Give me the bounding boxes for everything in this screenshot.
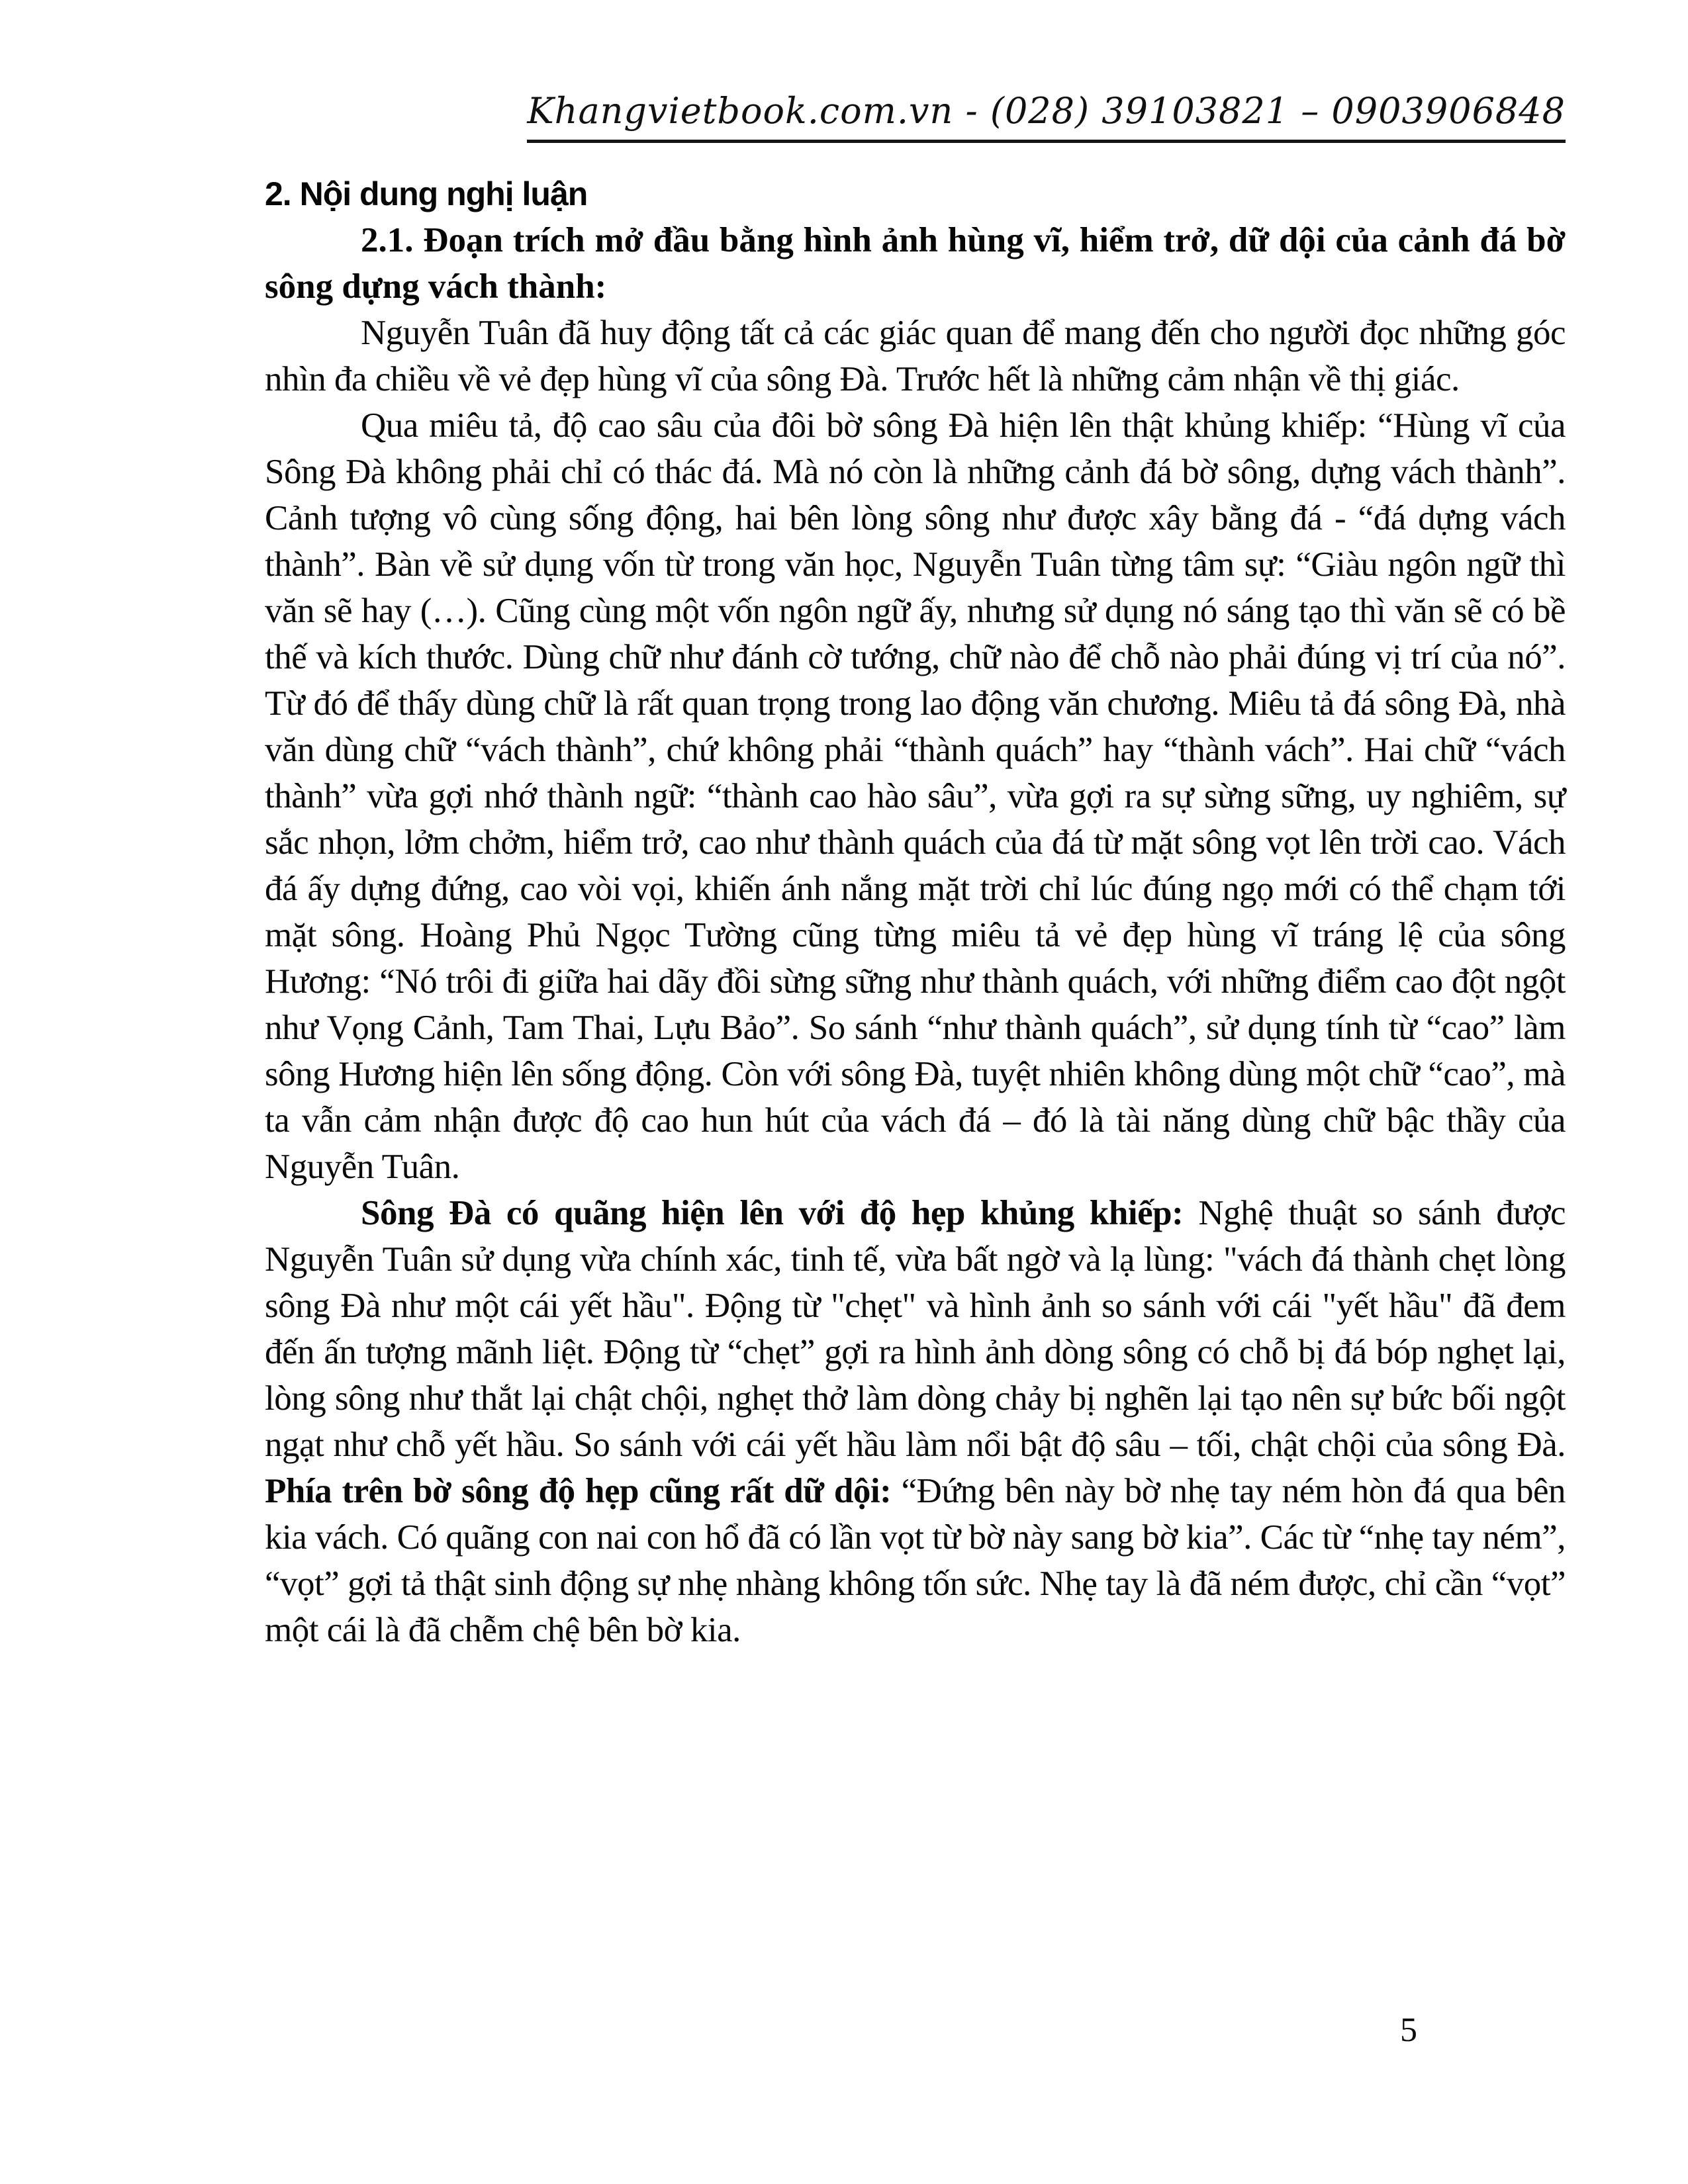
paragraph-analysis-narrowness — [265, 1190, 1566, 1653]
subsection-heading: 2.1. Đoạn trích mở đầu bằng hình ảnh hùng vĩ, hiểm trở, dữ dội của cảnh đá bờ sông dựng vách thành: — [265, 221, 1566, 306]
bold-run-narrowness-lead: Sông Đà có quãng hiện lên với độ hẹp khủng khiếp: — [361, 1194, 1184, 1232]
page-content — [265, 171, 1566, 1653]
page-number: 5 — [1400, 2011, 1417, 2049]
text-run-narrowness-a: Nghệ thuật so sánh được Nguyễn Tuân sử dụng vừa chính xác, tinh tế, vừa bất ngờ và lạ lùng: "vách đá thành chẹt lòng sông Đà như một cái yết hầu". Động từ "chẹt" và hình ảnh so sánh với cái "yết hầu" đã đem đến ấn tượng mãnh liệt. Động từ “chẹt” gợi ra hình ảnh dòng sông có chỗ bị đá bóp nghẹt lại, lòng sông như thắt lại chật chội, nghẹt thở làm dòng chảy bị nghẽn lại tạo nên sự bức bối ngột ngạt như chỗ yết hầu. So sánh với cái yết hầu làm nổi bật độ sâu – tối, chật chội của sông Đà. — [265, 1194, 1566, 1464]
text-run-narrowness-b: “Đứng bên này bờ nhẹ tay ném hòn đá qua bên kia vách. Có quãng con nai con hổ đã có lần vọt từ bờ này sang bờ kia”. Các từ “nhẹ tay ném”, “vọt” gợi tả thật sinh động sự nhẹ nhàng không tốn sức. Nhẹ tay là đã ném được, chỉ cần “vọt” một cái là đã chễm chệ bên bờ kia. — [265, 1472, 1566, 1649]
section-heading: 2. Nội dung nghị luận — [265, 175, 588, 212]
paragraph-analysis-height: Qua miêu tả, độ cao sâu của đôi bờ sông Đà hiện lên thật khủng khiếp: “Hùng vĩ của Sông Đà không phải chỉ có thác đá. Mà nó còn là những cảnh đá bờ sông, dựng vách thành”. Cảnh tượng vô cùng sống động, hai bên lòng sông như được xây bằng đá - “đá dựng vách thành”. Bàn về sử dụng vốn từ trong văn học, Nguyễn Tuân từng tâm sự: “Giàu ngôn ngữ thì văn sẽ hay (…). Cũng cùng một vốn ngôn ngữ ấy, nhưng sử dụng nó sáng tạo thì văn sẽ có bề thế và kích thước. Dùng chữ như đánh cờ tướng, chữ nào để chỗ nào phải đúng vị trí của nó”. Từ đó để thấy dùng chữ là rất quan trọng trong lao động văn chương. Miêu tả đá sông Đà, nhà văn dùng chữ “vách thành”, chứ không phải “thành quách” hay “thành vách”. Hai chữ “vách thành” vừa gợi nhớ thành ngữ: “thành cao hào sâu”, vừa gợi ra sự sừng sững, uy nghiêm, sự sắc nhọn, lởm chởm, hiểm trở, cao như thành quách của đá từ mặt sông vọt lên trời cao. Vách đá ấy dựng đứng, cao vòi vọi, khiến ánh nắng mặt trời chỉ lúc đúng ngọ mới có thể chạm tới mặt sông. Hoàng Phủ Ngọc Tường cũng từng miêu tả vẻ đẹp hùng vĩ tráng lệ của sông Hương: “Nó trôi đi giữa hai dãy đồi sừng sững như thành quách, với những điểm cao đột ngột như Vọng Cảnh, Tam Thai, Lựu Bảo”. So sánh “như thành quách”, sử dụng tính từ “cao” làm sông Hương hiện lên sống động. Còn với sông Đà, tuyệt nhiên không dùng một chữ “cao”, mà ta vẫn cảm nhận được độ cao hun hút của vách đá – đó là tài năng dùng chữ bậc thầy của Nguyễn Tuân. — [265, 406, 1566, 1186]
paragraph-intro: Nguyễn Tuân đã huy động tất cả các giác quan để mang đến cho người đọc những góc nhìn đa chiều về vẻ đẹp hùng vĩ của sông Đà. Trước hết là những cảm nhận về thị giác. — [265, 314, 1566, 398]
bold-run-riverbank-lead: Phía trên bờ sông độ hẹp cũng rất dữ dội: — [265, 1472, 892, 1510]
page-header — [527, 90, 1566, 143]
header-website-contact-text: Khangvietbook.com.vn - (028) 39103821 – 0903906848 — [527, 90, 1566, 132]
